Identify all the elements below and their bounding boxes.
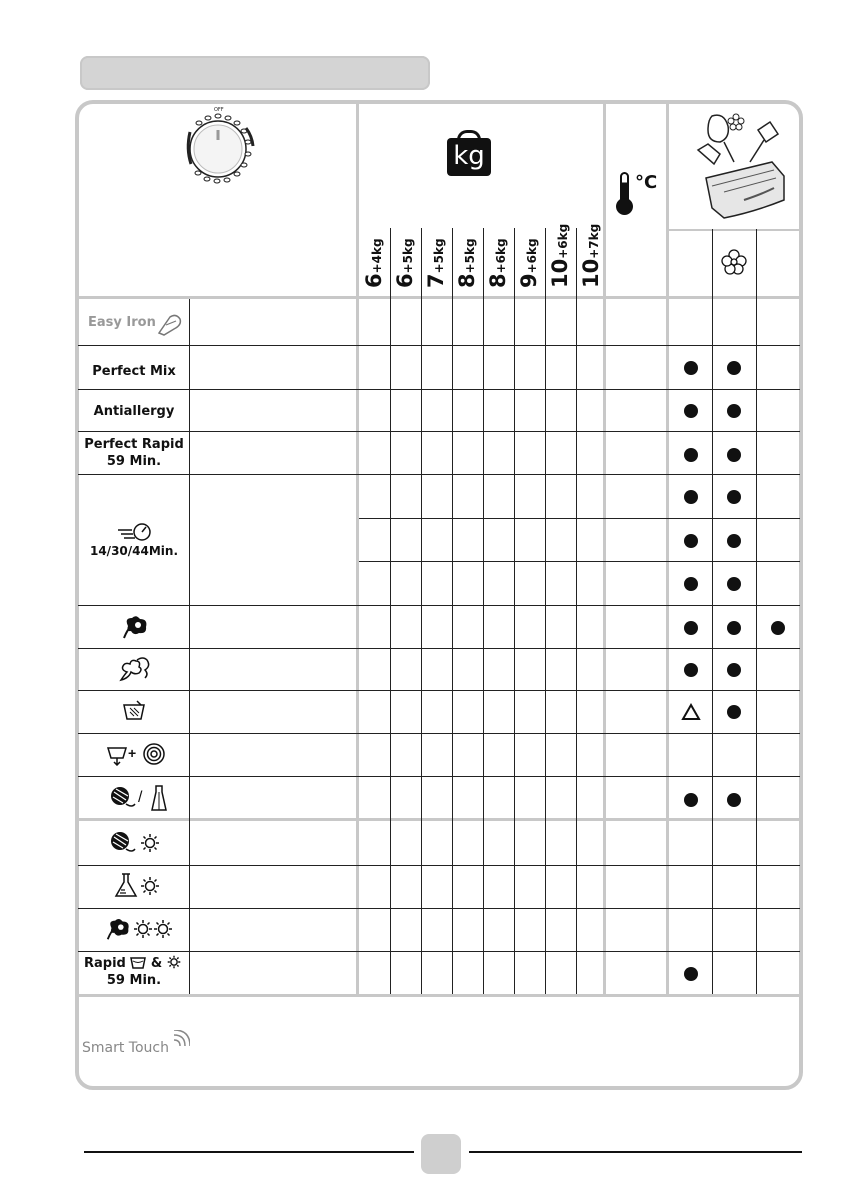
dry-sun-icon xyxy=(140,876,160,896)
capacity-header: 7+5kg xyxy=(424,238,448,288)
dot-mark xyxy=(727,705,741,719)
softener-icon xyxy=(721,249,747,275)
silk-dress-icon xyxy=(150,784,168,812)
easy-iron-icon xyxy=(156,311,184,337)
program-perfect-mix: Perfect Mix xyxy=(92,364,176,379)
capacity-header: 6+4kg xyxy=(362,238,386,288)
wool-silk-slash: / xyxy=(138,789,143,806)
program-dial-icon xyxy=(178,102,258,192)
wireless-signal-icon xyxy=(172,1030,190,1050)
dot-mark xyxy=(727,663,741,677)
drain-spin-plus: + xyxy=(128,745,137,761)
dry-sun-icon xyxy=(133,919,153,939)
synthetic-dry-icon xyxy=(114,872,164,900)
program-antiallergy: Antiallergy xyxy=(93,404,175,419)
section-header-bar xyxy=(80,56,430,90)
cotton-icon xyxy=(104,916,132,942)
footer-line-left xyxy=(84,1151,414,1153)
easy-iron-label: Easy Iron xyxy=(88,315,156,330)
footer-line-right xyxy=(469,1151,802,1153)
capacity-header: 10+7kg xyxy=(579,223,603,288)
detergent-drawer-icon xyxy=(684,108,796,224)
mixed-fabrics-icon xyxy=(117,656,151,684)
dot-mark xyxy=(684,534,698,548)
dry-sun-icon xyxy=(167,955,181,969)
rapid-stopwatch-icon xyxy=(116,522,152,542)
drain-icon xyxy=(106,744,128,766)
dot-mark xyxy=(727,404,741,418)
cotton-icon xyxy=(120,614,150,640)
svg-text:OFF: OFF xyxy=(214,107,224,113)
weight-icon xyxy=(447,130,491,176)
dry-sun-icon xyxy=(153,919,173,939)
dot-mark xyxy=(684,490,698,504)
capacity-header: 9+6kg xyxy=(517,238,541,288)
perfect-rapid-time: 59 Min. xyxy=(106,454,162,469)
dot-mark xyxy=(684,621,698,635)
page-number-tab xyxy=(421,1134,461,1174)
cotton-dry-icon xyxy=(104,916,176,942)
thermometer-icon xyxy=(614,168,664,218)
dot-mark xyxy=(727,490,741,504)
program-easy-iron xyxy=(84,311,188,335)
program-rapid xyxy=(80,522,188,568)
dot-mark xyxy=(727,534,741,548)
program-perfect-rapid xyxy=(80,436,188,470)
wool-icon xyxy=(108,784,136,812)
rapid-dry-time: 59 Min. xyxy=(106,973,162,988)
wash-tub-icon xyxy=(130,955,146,969)
capacity-header: 10+6kg xyxy=(548,223,572,288)
perfect-rapid-label: Perfect Rapid xyxy=(84,437,184,452)
triangle-mark xyxy=(681,703,701,721)
dot-mark xyxy=(727,793,741,807)
dot-mark xyxy=(727,621,741,635)
rapid-dry-amp: & xyxy=(150,956,163,971)
synthetic-flask-icon xyxy=(114,872,138,900)
smart-touch-logo xyxy=(80,1030,190,1064)
wool-silk-icon xyxy=(108,784,172,812)
dot-mark xyxy=(727,361,741,375)
rapid-dry-label: Rapid xyxy=(84,956,126,971)
dry-sun-icon xyxy=(140,833,160,853)
dot-mark xyxy=(684,448,698,462)
program-rapid-wash-dry xyxy=(80,955,188,991)
wool-icon xyxy=(108,829,136,857)
capacity-header: 6+5kg xyxy=(393,238,417,288)
smart-touch-label: Smart Touch xyxy=(82,1040,169,1056)
dot-mark xyxy=(771,621,785,635)
dot-mark xyxy=(684,663,698,677)
dot-mark xyxy=(684,577,698,591)
temperature-unit-label: °C xyxy=(635,172,658,193)
weight-unit-label: kg xyxy=(453,141,485,171)
wool-dry-icon xyxy=(108,829,168,857)
dot-mark xyxy=(684,793,698,807)
spin-icon xyxy=(142,742,166,766)
capacity-header: 8+5kg xyxy=(455,238,479,288)
dot-mark xyxy=(684,967,698,981)
dot-mark xyxy=(727,577,741,591)
dot-mark xyxy=(684,361,698,375)
dot-mark xyxy=(727,448,741,462)
dot-mark xyxy=(684,404,698,418)
rapid-times-label: 14/30/44Min. xyxy=(89,544,179,558)
rinse-icon xyxy=(122,699,146,723)
capacity-header: 8+6kg xyxy=(486,238,510,288)
drain-spin-icon xyxy=(106,742,172,768)
